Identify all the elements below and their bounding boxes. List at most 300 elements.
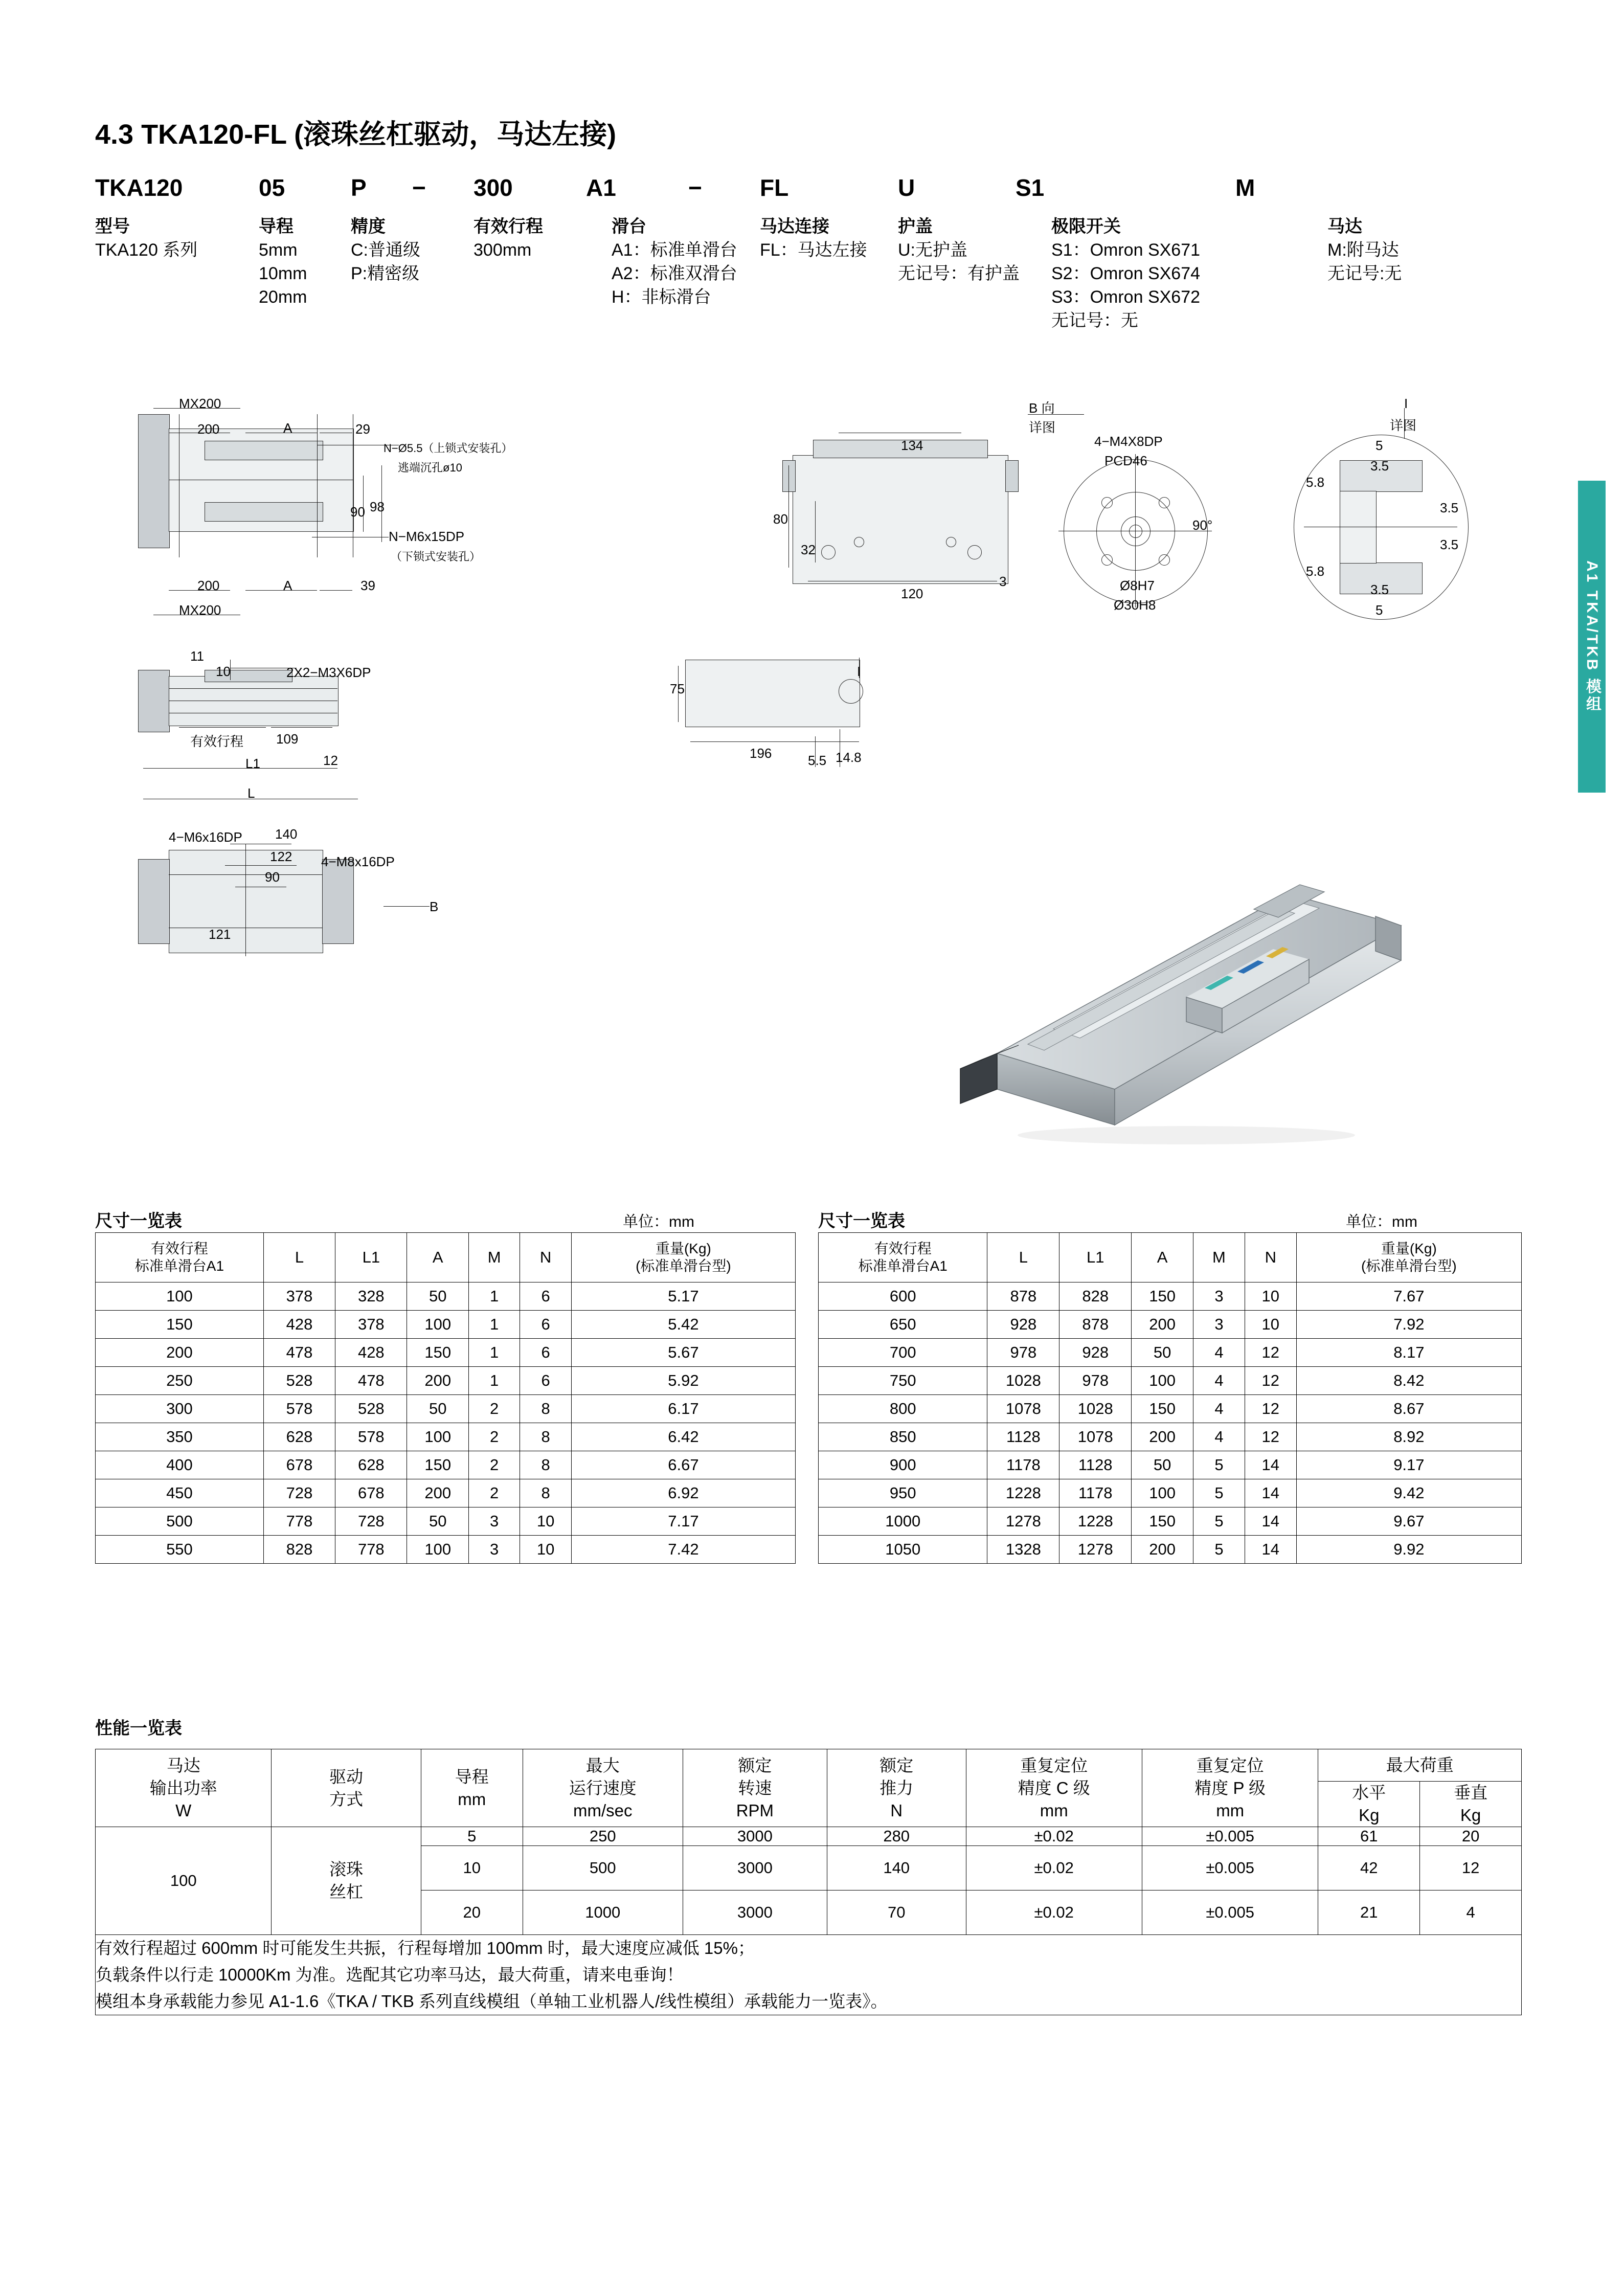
flange-shaft xyxy=(1129,525,1142,538)
cell-speed: 1000 xyxy=(523,1890,683,1935)
dim-table-left-unit: 单位：mm xyxy=(623,1213,694,1230)
spec-column-7 xyxy=(1051,215,1200,332)
drawing-part xyxy=(782,460,796,492)
table-cell: 900 xyxy=(819,1451,987,1479)
table-cell: 4 xyxy=(1193,1423,1245,1451)
table-row xyxy=(96,1536,796,1564)
table-cell: 6.42 xyxy=(571,1423,795,1451)
cell-load-v: 20 xyxy=(1420,1827,1522,1846)
column-header-line: 有效行程 xyxy=(150,1241,208,1256)
table-cell: 200 xyxy=(1132,1311,1193,1339)
table-cell: 200 xyxy=(1132,1423,1193,1451)
table-cell: 878 xyxy=(1059,1311,1132,1339)
table-cell: 3 xyxy=(1193,1282,1245,1311)
table-row xyxy=(819,1479,1522,1507)
table-cell: 1178 xyxy=(987,1451,1059,1479)
table-cell: 428 xyxy=(335,1339,407,1367)
notes-cell xyxy=(96,1935,1522,2015)
cell-repeat-p: ±0.005 xyxy=(1142,1890,1318,1935)
table-cell: 100 xyxy=(407,1423,468,1451)
spec-column-option: FL：马达左接 xyxy=(760,240,867,260)
drawing-label-44: 5.5 xyxy=(808,753,827,768)
drawing-line xyxy=(245,844,246,956)
table-cell: 1228 xyxy=(987,1479,1059,1507)
drawing-label-16: 2X2−M3X6DP xyxy=(286,665,371,680)
table-cell: 3 xyxy=(468,1536,520,1564)
table-row xyxy=(96,1507,796,1536)
drawing-label-30: 详图 xyxy=(1029,420,1056,435)
drawing-label-23: 140 xyxy=(275,826,298,842)
dimension-line xyxy=(245,590,317,591)
table-cell: 678 xyxy=(335,1479,407,1507)
table-cell: 5.17 xyxy=(571,1282,795,1311)
drawing-label-15: 10 xyxy=(216,664,231,679)
cell-lead: 20 xyxy=(421,1890,523,1935)
spec-column-option: 无记号：有护盖 xyxy=(898,264,1020,283)
spec-column-option: M:附马达 xyxy=(1327,240,1399,260)
drawing-label-46: I xyxy=(1404,396,1408,411)
table-cell: 14 xyxy=(1245,1536,1296,1564)
table-cell: 1078 xyxy=(987,1395,1059,1423)
table-cell: 1128 xyxy=(987,1423,1059,1451)
drawing-label-55: 5 xyxy=(1375,602,1383,618)
column-header xyxy=(819,1233,987,1282)
model-code-token-2: P xyxy=(351,174,367,201)
cell-repeat-c: ±0.02 xyxy=(966,1827,1142,1846)
model-code-token-6: − xyxy=(688,174,702,201)
table-cell: 1000 xyxy=(819,1507,987,1536)
model-code-token-8: U xyxy=(898,174,915,201)
cell-repeat-p: ±0.005 xyxy=(1142,1827,1318,1846)
spec-column-option: TKA120 系列 xyxy=(95,240,198,260)
column-header: N xyxy=(520,1233,571,1282)
table-cell: 8.67 xyxy=(1296,1395,1521,1423)
spec-column-6 xyxy=(898,215,1020,285)
cell-lead: 5 xyxy=(421,1827,523,1846)
drawing-label-10: 200 xyxy=(197,578,220,593)
cell-motor-power: 100 xyxy=(96,1827,272,1935)
dimension-line xyxy=(179,727,266,728)
table-notes-row xyxy=(96,1935,1522,2015)
drawing-part xyxy=(685,660,860,727)
table-cell: 500 xyxy=(96,1507,264,1536)
drawing-label-26: 4−M8x16DP xyxy=(321,854,395,869)
drawing-label-36: 90° xyxy=(1192,517,1213,533)
table-header-row xyxy=(96,1749,1522,1782)
drawing-label-14: 11 xyxy=(190,648,204,664)
drawing-label-17: 有效行程 xyxy=(190,734,244,749)
drawing-label-28: B xyxy=(430,899,439,914)
drawing-label-22: 4−M6x16DP xyxy=(169,829,242,845)
drawing-label-42: I xyxy=(857,664,861,679)
table-cell: 300 xyxy=(96,1395,264,1423)
table-cell: 5 xyxy=(1193,1451,1245,1479)
flange-bolt-hole xyxy=(1101,497,1113,508)
column-header-line: 重量(Kg) xyxy=(655,1241,711,1256)
spec-column-option: 无记号:无 xyxy=(1327,264,1402,283)
model-code-token-10: M xyxy=(1235,174,1255,201)
spec-column-option: 10mm xyxy=(259,264,307,283)
column-header-line: 重量(Kg) xyxy=(1381,1241,1437,1256)
spec-column-title: 导程 xyxy=(259,217,294,236)
spec-column-title: 马达 xyxy=(1327,217,1362,236)
table-cell: 6 xyxy=(520,1311,571,1339)
table-cell: 628 xyxy=(263,1423,335,1451)
drawing-label-37: 120 xyxy=(901,586,923,601)
flange-bolt-hole xyxy=(1101,554,1113,566)
table-cell: 450 xyxy=(96,1479,264,1507)
table-cell: 12 xyxy=(1245,1395,1296,1423)
table-cell: 10 xyxy=(520,1536,571,1564)
table-cell: 778 xyxy=(335,1536,407,1564)
model-code-token-7: FL xyxy=(760,174,789,201)
table-cell: 4 xyxy=(1193,1339,1245,1367)
table-cell: 8 xyxy=(520,1395,571,1423)
table-cell: 100 xyxy=(1132,1367,1193,1395)
drawing-label-54: 3.5 xyxy=(1370,582,1389,597)
spec-column-5 xyxy=(760,215,867,262)
table-row xyxy=(819,1423,1522,1451)
table-cell: 6.92 xyxy=(571,1479,795,1507)
column-header: L1 xyxy=(335,1233,407,1282)
table-row xyxy=(96,1827,1522,1846)
drawing-label-27: 121 xyxy=(209,927,231,942)
table-row xyxy=(96,1395,796,1423)
table-cell: 14 xyxy=(1245,1507,1296,1536)
model-code-token-9: S1 xyxy=(1016,174,1045,201)
table-cell: 10 xyxy=(1245,1311,1296,1339)
table-cell: 10 xyxy=(520,1507,571,1536)
table-cell: 9.67 xyxy=(1296,1507,1521,1536)
table-row xyxy=(96,1367,796,1395)
table-cell: 6 xyxy=(520,1282,571,1311)
drawing-label-49: 3.5 xyxy=(1370,458,1389,474)
table-row xyxy=(96,1479,796,1507)
table-cell: 50 xyxy=(407,1507,468,1536)
table-cell: 3 xyxy=(1193,1311,1245,1339)
table-cell: 828 xyxy=(1059,1282,1132,1311)
table-cell: 4 xyxy=(1193,1367,1245,1395)
table-cell: 150 xyxy=(96,1311,264,1339)
leader-line xyxy=(384,906,430,907)
spec-column-4 xyxy=(612,215,737,309)
column-header-line: (标准单滑台型) xyxy=(636,1258,731,1274)
drawing-hole xyxy=(967,545,982,559)
table-header-row xyxy=(819,1233,1522,1282)
drawing-label-20: L1 xyxy=(245,756,260,771)
drawing-label-39: Ø8H7 xyxy=(1120,578,1155,593)
drawing-label-41: 75 xyxy=(670,681,685,696)
table-cell: 100 xyxy=(96,1282,264,1311)
table-cell: 250 xyxy=(96,1367,264,1395)
drawing-label-50: 5.8 xyxy=(1306,475,1325,490)
model-code-token-3: − xyxy=(412,174,426,201)
table-cell: 200 xyxy=(1132,1536,1193,1564)
drawing-label-24: 122 xyxy=(270,849,292,864)
cell-rpm: 3000 xyxy=(683,1890,827,1935)
drawing-label-3: 29 xyxy=(355,421,370,437)
spec-column-option: P:精密级 xyxy=(351,264,420,283)
table-cell: 750 xyxy=(819,1367,987,1395)
drawing-label-19: 12 xyxy=(323,753,338,768)
note-line: 模组本身承载能力参见 A1-1.6《TKA / TKB 系列直线模组（单轴工业机器人/线性模组）承载能力一览表》。 xyxy=(96,1992,888,2011)
drawing-label-31: 134 xyxy=(901,438,923,453)
table-cell: 1 xyxy=(468,1282,520,1311)
spec-column-option: 20mm xyxy=(259,287,307,307)
dimension-line xyxy=(690,741,859,742)
table-cell: 328 xyxy=(335,1282,407,1311)
dimension-table-right xyxy=(818,1232,1522,1564)
table-cell: 2 xyxy=(468,1395,520,1423)
detail-part xyxy=(1340,491,1377,564)
column-header: M xyxy=(468,1233,520,1282)
flange-bolt-hole xyxy=(1159,554,1170,566)
spec-column-option: A2：标准双滑台 xyxy=(612,264,737,283)
dimension-line xyxy=(788,465,789,568)
table-cell: 6 xyxy=(520,1339,571,1367)
table-cell: 1228 xyxy=(1059,1507,1132,1536)
drawing-label-9: （下锁式安装孔） xyxy=(391,550,481,563)
cell-load-h: 42 xyxy=(1318,1846,1420,1890)
cell-speed: 500 xyxy=(523,1846,683,1890)
table-cell: 14 xyxy=(1245,1451,1296,1479)
spec-column-title: 精度 xyxy=(351,217,386,236)
table-cell: 778 xyxy=(263,1507,335,1536)
table-cell: 950 xyxy=(819,1479,987,1507)
drawing-hole xyxy=(839,679,863,704)
drawing-line xyxy=(169,688,337,689)
spec-column-option: A1：标准单滑台 xyxy=(612,240,737,260)
drawing-line xyxy=(317,414,318,557)
dimension-line xyxy=(363,476,364,532)
table-row xyxy=(96,1339,796,1367)
table-cell: 3 xyxy=(468,1507,520,1536)
drawing-part xyxy=(169,676,339,726)
column-header: N xyxy=(1245,1233,1296,1282)
spec-column-option: S1：Omron SX671 xyxy=(1051,240,1201,260)
header-max-load: 最大荷重 xyxy=(1318,1749,1522,1782)
spec-column-title: 有效行程 xyxy=(473,217,543,236)
table-cell: 8.17 xyxy=(1296,1339,1521,1367)
table-cell: 5.92 xyxy=(571,1367,795,1395)
cell-repeat-c: ±0.02 xyxy=(966,1890,1142,1935)
model-code-row xyxy=(95,174,1496,205)
spec-column-option: S3：Omron SX672 xyxy=(1051,287,1201,307)
spec-column-option: 300mm xyxy=(473,240,532,260)
table-cell: 378 xyxy=(335,1311,407,1339)
column-header-line: 标准单滑台A1 xyxy=(134,1258,224,1274)
table-cell: 100 xyxy=(1132,1479,1193,1507)
column-header: L1 xyxy=(1059,1233,1132,1282)
flange-bolt-hole xyxy=(1159,497,1170,508)
table-cell: 600 xyxy=(819,1282,987,1311)
table-cell: 12 xyxy=(1245,1367,1296,1395)
column-header-line: 标准单滑台A1 xyxy=(858,1258,948,1274)
drawing-label-53: 5.8 xyxy=(1306,564,1325,579)
table-cell: 978 xyxy=(987,1339,1059,1367)
table-cell: 7.17 xyxy=(571,1507,795,1536)
table-cell: 1328 xyxy=(987,1536,1059,1564)
table-cell: 1050 xyxy=(819,1536,987,1564)
table-cell: 8 xyxy=(520,1479,571,1507)
table-cell: 528 xyxy=(335,1395,407,1423)
table-cell: 728 xyxy=(263,1479,335,1507)
table-cell: 1028 xyxy=(987,1367,1059,1395)
column-header: L xyxy=(263,1233,335,1282)
drawing-label-4: N−Ø5.5（上锁式安装孔） xyxy=(384,442,513,455)
drawing-label-13: MX200 xyxy=(179,602,221,618)
drawing-label-47: 详图 xyxy=(1390,418,1417,433)
drawing-label-32: 4−M4X8DP xyxy=(1094,434,1163,449)
table-cell: 1128 xyxy=(1059,1451,1132,1479)
spec-column-1 xyxy=(259,215,307,309)
column-header: L xyxy=(987,1233,1059,1282)
table-cell: 1 xyxy=(468,1339,520,1367)
drawing-label-43: 196 xyxy=(750,746,772,761)
table-cell: 928 xyxy=(987,1311,1059,1339)
table-cell: 550 xyxy=(96,1536,264,1564)
cell-load-h: 61 xyxy=(1318,1827,1420,1846)
table-cell: 5.42 xyxy=(571,1311,795,1339)
table-cell: 728 xyxy=(335,1507,407,1536)
column-header-line: 有效行程 xyxy=(874,1241,932,1256)
model-code-token-5: A1 xyxy=(586,174,616,201)
spec-column-option: 无记号：无 xyxy=(1051,311,1138,330)
header-lead: 导程 mm xyxy=(421,1749,523,1827)
table-cell: 9.92 xyxy=(1296,1536,1521,1564)
table-cell: 700 xyxy=(819,1339,987,1367)
header-repeat-c: 重复定位 精度 C 级 mm xyxy=(966,1749,1142,1827)
spec-column-0 xyxy=(95,215,197,262)
table-cell: 50 xyxy=(407,1282,468,1311)
table-cell: 50 xyxy=(407,1395,468,1423)
table-cell: 2 xyxy=(468,1451,520,1479)
header-load-vertical: 垂直 Kg xyxy=(1420,1782,1522,1827)
table-cell: 828 xyxy=(263,1536,335,1564)
table-row xyxy=(819,1339,1522,1367)
table-cell: 7.67 xyxy=(1296,1282,1521,1311)
table-cell: 650 xyxy=(819,1311,987,1339)
drawing-label-12: 39 xyxy=(360,578,375,593)
table-cell: 928 xyxy=(1059,1339,1132,1367)
table-cell: 50 xyxy=(1132,1339,1193,1367)
column-header xyxy=(1296,1233,1521,1282)
drawing-label-7: 98 xyxy=(370,499,385,514)
drawing-label-51: 3.5 xyxy=(1440,500,1459,515)
render-svg xyxy=(900,849,1411,1156)
model-code-token-0: TKA120 xyxy=(95,174,183,201)
header-max-speed: 最大 运行速度 mm/sec xyxy=(523,1749,683,1827)
table-cell: 528 xyxy=(263,1367,335,1395)
drawing-label-38: 3 xyxy=(999,574,1007,589)
table-cell: 100 xyxy=(407,1536,468,1564)
table-cell: 8.92 xyxy=(1296,1423,1521,1451)
spec-column-title: 马达连接 xyxy=(760,217,829,236)
model-code-token-4: 300 xyxy=(473,174,513,201)
header-rated-thrust: 额定 推力 N xyxy=(827,1749,966,1827)
drawing-label-5: 逃端沉孔ø10 xyxy=(398,461,462,474)
table-cell: 8 xyxy=(520,1451,571,1479)
drawing-part xyxy=(138,859,170,944)
page-title: 4.3 TKA120-FL (滚珠丝杠驱动，马达左接) xyxy=(95,119,617,150)
column-header xyxy=(96,1233,264,1282)
table-cell: 7.42 xyxy=(571,1536,795,1564)
table-cell: 150 xyxy=(1132,1507,1193,1536)
cell-thrust: 280 xyxy=(827,1827,966,1846)
spec-column-3 xyxy=(473,215,543,262)
table-cell: 400 xyxy=(96,1451,264,1479)
spec-column-2 xyxy=(351,215,420,285)
table-cell: 800 xyxy=(819,1395,987,1423)
drawing-hole xyxy=(854,537,864,547)
spec-column-title: 护盖 xyxy=(898,217,933,236)
drawing-label-29: B 向 xyxy=(1029,400,1055,416)
table-cell: 4 xyxy=(1193,1395,1245,1423)
drawing-label-11: A xyxy=(283,578,292,593)
cell-rpm: 3000 xyxy=(683,1846,827,1890)
drawing-label-25: 90 xyxy=(265,869,280,885)
table-cell: 200 xyxy=(96,1339,264,1367)
model-code-token-1: 05 xyxy=(259,174,285,201)
table-cell: 1078 xyxy=(1059,1423,1132,1451)
table-cell: 8 xyxy=(520,1423,571,1451)
cell-drive: 滚珠 丝杠 xyxy=(272,1827,421,1935)
header-drive: 驱动 方式 xyxy=(272,1749,421,1827)
drawing-label-35: 32 xyxy=(801,542,816,557)
drawing-part xyxy=(205,502,323,522)
table-cell: 9.42 xyxy=(1296,1479,1521,1507)
perf-table-title: 性能一览表 xyxy=(95,1719,182,1738)
dimension-line xyxy=(271,727,332,728)
drawing-part xyxy=(813,440,988,458)
drawing-label-45: 14.8 xyxy=(836,750,862,765)
table-cell: 428 xyxy=(263,1311,335,1339)
dim-table-left-title: 尺寸一览表 xyxy=(95,1211,182,1231)
spec-column-option: S2：Omron SX674 xyxy=(1051,264,1201,283)
table-row xyxy=(819,1536,1522,1564)
cell-thrust: 140 xyxy=(827,1846,966,1890)
spec-column-8 xyxy=(1327,215,1402,285)
dimension-table-left xyxy=(95,1232,796,1564)
table-cell: 7.92 xyxy=(1296,1311,1521,1339)
table-row xyxy=(819,1507,1522,1536)
table-row xyxy=(96,1423,796,1451)
table-cell: 1178 xyxy=(1059,1479,1132,1507)
drawing-label-1: 200 xyxy=(197,421,220,437)
header-repeat-p: 重复定位 精度 P 级 mm xyxy=(1142,1749,1318,1827)
table-header-row xyxy=(96,1233,796,1282)
drawing-label-48: 5 xyxy=(1375,438,1383,453)
drawing-label-18: 109 xyxy=(276,731,299,747)
table-row xyxy=(819,1395,1522,1423)
drawing-label-52: 3.5 xyxy=(1440,537,1459,552)
table-cell: 978 xyxy=(1059,1367,1132,1395)
note-line: 有效行程超过 600mm 时可能发生共振，行程每增加 100mm 时，最大速度应减低 15%； xyxy=(96,1939,755,1957)
table-row xyxy=(819,1451,1522,1479)
table-cell: 50 xyxy=(1132,1451,1193,1479)
product-3d-render xyxy=(900,849,1411,1156)
table-cell: 878 xyxy=(987,1282,1059,1311)
dim-table-right-unit: 单位：mm xyxy=(1346,1213,1417,1230)
table-cell: 5 xyxy=(1193,1507,1245,1536)
drawing-part xyxy=(322,859,354,944)
table-cell: 12 xyxy=(1245,1423,1296,1451)
column-header: A xyxy=(1132,1233,1193,1282)
drawing-label-21: L xyxy=(247,785,255,801)
cell-repeat-p: ±0.005 xyxy=(1142,1846,1318,1890)
table-cell: 628 xyxy=(335,1451,407,1479)
table-cell: 478 xyxy=(335,1367,407,1395)
